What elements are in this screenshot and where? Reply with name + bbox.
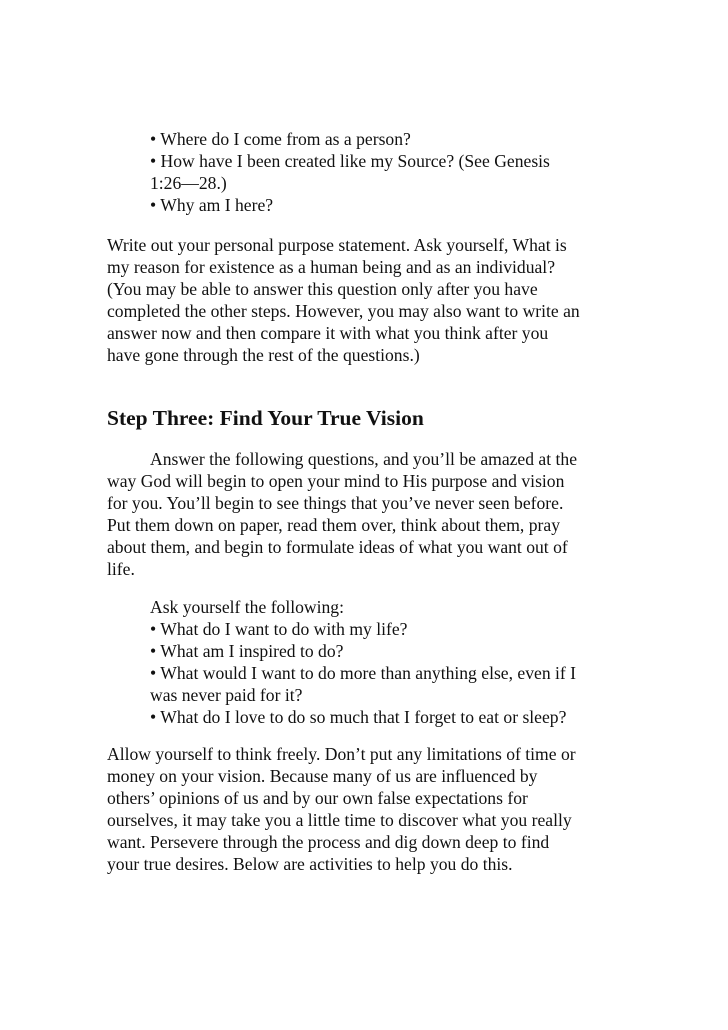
- list-item: • What would I want to do more than anything else, even if I: [150, 663, 577, 683]
- section-heading: Step Three: Find Your True Vision: [107, 406, 424, 430]
- vision-intro-paragraph: [107, 448, 577, 580]
- text-line: completed the other steps. However, you may also want to write an: [107, 301, 580, 321]
- text-line: Put them down on paper, read them over, think about them, pray: [107, 515, 560, 535]
- text-line: life.: [107, 559, 135, 579]
- list-item: Ask yourself the following:: [150, 597, 344, 617]
- text-line: Answer the following questions, and you’ll be amazed at the: [150, 449, 578, 469]
- text-line: answer now and then compare it with what you think after you: [107, 323, 549, 343]
- list-item: • How have I been created like my Source? (See Genesis: [150, 151, 550, 171]
- list-item: • What am I inspired to do?: [150, 641, 344, 661]
- question-list-2: [107, 596, 576, 728]
- list-item: • Where do I come from as a person?: [150, 129, 411, 149]
- list-item: • Why am I here?: [150, 195, 274, 215]
- purpose-statement-paragraph: [107, 234, 580, 366]
- text-line: Write out your personal purpose statement. Ask yourself, What is: [107, 235, 567, 255]
- list-item: 1:26—28.): [150, 173, 227, 193]
- text-line: money on your vision. Because many of us are influenced by: [107, 766, 538, 786]
- text-line: ourselves, it may take you a little time to discover what you really: [107, 810, 572, 830]
- text-line: for you. You’ll begin to see things that you’ve never seen before.: [107, 493, 564, 513]
- text-line: want. Persevere through the process and dig down deep to find: [107, 832, 550, 852]
- text-line: about them, and begin to formulate ideas of what you want out of: [107, 537, 568, 557]
- list-item: was never paid for it?: [150, 685, 303, 705]
- question-list-1: [107, 128, 550, 216]
- text-line: others’ opinions of us and by our own false expectations for: [107, 788, 528, 808]
- text-line: your true desires. Below are activities to help you do this.: [107, 854, 513, 874]
- text-line: Allow yourself to think freely. Don’t put any limitations of time or: [107, 744, 576, 764]
- text-line: way God will begin to open your mind to His purpose and vision: [107, 471, 565, 491]
- list-item: • What do I love to do so much that I forget to eat or sleep?: [150, 707, 567, 727]
- list-item: • What do I want to do with my life?: [150, 619, 408, 639]
- text-line: have gone through the rest of the questions.): [107, 345, 420, 365]
- text-line: my reason for existence as a human being and as an individual?: [107, 257, 556, 277]
- text-line: (You may be able to answer this question only after you have: [107, 279, 538, 299]
- closing-paragraph: [107, 743, 576, 875]
